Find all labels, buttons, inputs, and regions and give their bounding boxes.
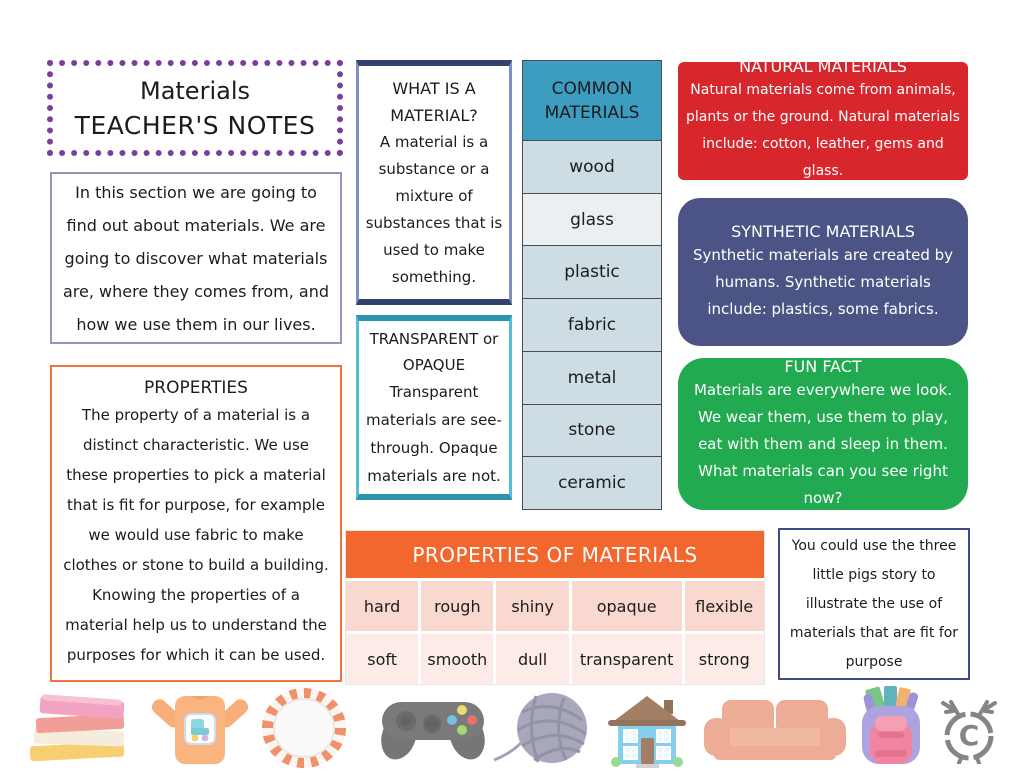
table-row: fabric bbox=[523, 299, 661, 352]
yarn-ball-icon bbox=[492, 690, 592, 772]
properties-note bbox=[50, 365, 342, 682]
fun-fact-text: Materials are everywhere we look. We wear them, use them to play, eat with them and sleep in them. What materials can you see right now? bbox=[693, 380, 952, 507]
table-cell: smooth bbox=[421, 634, 496, 684]
table-row: ceramic bbox=[523, 457, 661, 509]
table-cell: flexible bbox=[685, 581, 764, 631]
what-is-material-heading: WHAT IS A MATERIAL? bbox=[390, 78, 478, 125]
table-row: wood bbox=[523, 141, 661, 194]
house-icon bbox=[606, 692, 688, 772]
plate-icon bbox=[262, 688, 346, 768]
common-materials-header: COMMON MATERIALS bbox=[523, 61, 661, 141]
table-row: stone bbox=[523, 405, 661, 458]
properties-table-header: PROPERTIES OF MATERIALS bbox=[346, 531, 764, 578]
table-cell: transparent bbox=[572, 634, 685, 684]
what-is-material-text: A material is a substance or a mixture of substances that is used to make something. bbox=[365, 132, 503, 286]
three-little-pigs-text: You could use the three little pigs story to illustrate the use of materials that are fit for purpose bbox=[789, 537, 959, 670]
table-cell: shiny bbox=[496, 581, 571, 631]
table-cell: hard bbox=[346, 581, 421, 631]
fun-fact-card bbox=[678, 358, 968, 510]
backpack-icon bbox=[854, 686, 930, 772]
natural-materials-heading: NATURAL MATERIALS bbox=[739, 57, 907, 76]
table-cell: opaque bbox=[572, 581, 685, 631]
poster-subtitle: TEACHER'S NOTES bbox=[74, 110, 316, 140]
title-box bbox=[47, 60, 343, 156]
synthetic-materials-text: Synthetic materials are created by humans. Synthetic materials include: plastics, some fabrics. bbox=[692, 245, 954, 318]
table-cell: dull bbox=[496, 634, 571, 684]
properties-heading: PROPERTIES bbox=[144, 377, 248, 398]
properties-of-materials-table bbox=[345, 530, 765, 685]
table-row: glass bbox=[523, 194, 661, 247]
table-cell: rough bbox=[421, 581, 496, 631]
game-controller-icon bbox=[366, 694, 500, 768]
properties-text: The property of a material is a distinct characteristic. We use these properties to pick a material that is fit for purpose, for example we would use fabric to make clothes or stone to build a building. Knowing the properties of a material help us to understand the purposes for which it can be used. bbox=[63, 405, 329, 664]
transparent-opaque-heading: TRANSPARENT or OPAQUE bbox=[369, 329, 499, 374]
natural-materials-card bbox=[678, 57, 968, 180]
natural-materials-text: Natural materials come from animals, plants or the ground. Natural materials include: cotton, leather, gems and glass. bbox=[686, 82, 960, 179]
transparent-opaque-text: Transparent materials are see-through. Opaque materials are not. bbox=[366, 382, 502, 485]
table-cell: soft bbox=[346, 634, 421, 684]
svg-text:C: C bbox=[958, 719, 980, 752]
common-materials-table bbox=[522, 60, 662, 510]
stack-of-books-icon bbox=[22, 692, 134, 770]
intro-text: In this section we are going to find out about materials. We are going to discover what materials are, where they comes from, and how we use them in our lives. bbox=[62, 182, 330, 334]
intro-note bbox=[50, 172, 342, 344]
table-cell: strong bbox=[685, 634, 764, 684]
synthetic-materials-heading: SYNTHETIC MATERIALS bbox=[731, 221, 915, 241]
copyright-moose-logo bbox=[934, 694, 1004, 768]
sofa-icon bbox=[700, 698, 850, 768]
table-row: metal bbox=[523, 352, 661, 405]
table-row bbox=[346, 631, 764, 684]
three-little-pigs-note bbox=[778, 528, 970, 680]
sweater-icon bbox=[146, 690, 254, 772]
what-is-material-note bbox=[356, 60, 512, 305]
table-row bbox=[346, 578, 764, 631]
poster-title: Materials bbox=[139, 76, 250, 105]
fun-fact-heading: FUN FACT bbox=[784, 356, 862, 376]
synthetic-materials-card bbox=[678, 198, 968, 346]
table-row: plastic bbox=[523, 246, 661, 299]
transparent-opaque-note bbox=[356, 315, 512, 500]
